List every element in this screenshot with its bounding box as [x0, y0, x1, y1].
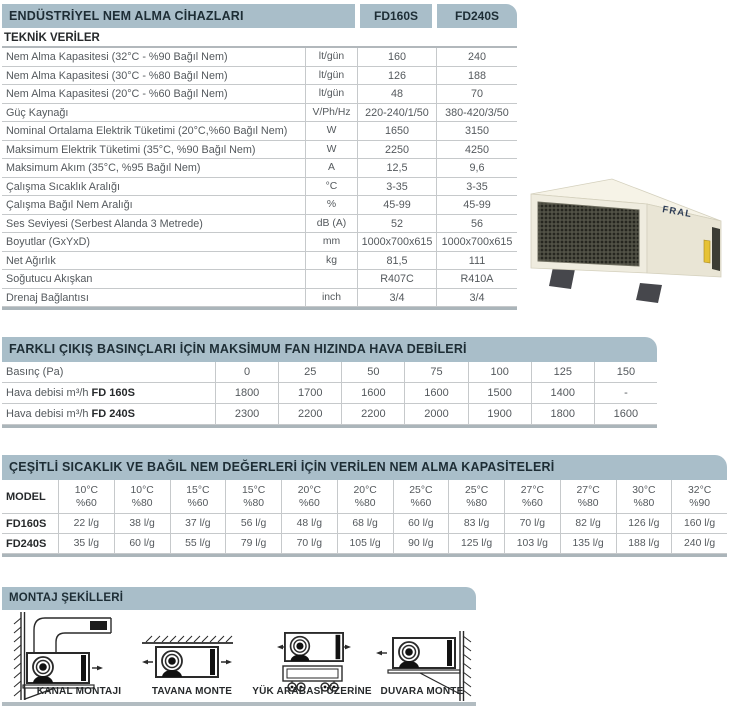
- condition-temp: 27°C: [576, 484, 600, 496]
- spec-value-fd240s: 188: [436, 67, 517, 86]
- pressure-value: 75: [404, 362, 467, 383]
- condition-rh: %80: [354, 497, 376, 509]
- pressure-value: 50: [341, 362, 404, 383]
- pressure-value: 125: [531, 362, 594, 383]
- condition-header: [281, 480, 337, 514]
- pressure-label: Basınç (Pa): [2, 362, 215, 383]
- condition-temp: 20°C: [297, 484, 321, 496]
- airflow-label: [2, 383, 215, 404]
- capacity-value: 70 l/g: [504, 514, 560, 534]
- spec-value-fd160s: 126: [357, 67, 436, 86]
- model-column-header: MODEL: [2, 480, 58, 514]
- capacity-value: 160 l/g: [671, 514, 727, 534]
- capacity-value: 56 l/g: [225, 514, 281, 534]
- mounting-label: KANAL MONTAJI: [36, 686, 122, 697]
- capacity-value: 240 l/g: [671, 534, 727, 554]
- spec-label: Soğutucu Akışkan: [2, 270, 305, 289]
- pressure-value: 150: [594, 362, 657, 383]
- brand-logo: FRAL: [661, 204, 694, 221]
- condition-header: [58, 480, 114, 514]
- airflow-value: 1600: [594, 404, 657, 425]
- pressure-value: 100: [468, 362, 531, 383]
- condition-rh: %60: [410, 497, 432, 509]
- spec-value-fd160s: 81,5: [357, 252, 436, 271]
- spec-value-fd240s: 1000x700x615: [436, 233, 517, 252]
- condition-temp: 10°C: [74, 484, 98, 496]
- capacity-value: 60 l/g: [114, 534, 170, 554]
- spec-label: Maksimum Akım (35°C, %95 Bağıl Nem): [2, 159, 305, 178]
- condition-header: [616, 480, 672, 514]
- condition-temp: 25°C: [465, 484, 489, 496]
- spec-unit: [305, 270, 357, 289]
- spec-unit: lt/gün: [305, 48, 357, 67]
- mounting-section-title: MONTAJ ŞEKİLLERİ: [2, 587, 476, 610]
- spec-unit: dB (A): [305, 215, 357, 234]
- airflow-value: 2200: [341, 404, 404, 425]
- spec-value-fd240s: 56: [436, 215, 517, 234]
- spec-unit: inch: [305, 289, 357, 308]
- column-header-fd160s: FD160S: [360, 4, 432, 28]
- table-bottom-rule: [2, 425, 657, 428]
- spec-value-fd240s: R410A: [436, 270, 517, 289]
- spec-unit: A: [305, 159, 357, 178]
- spec-label: Drenaj Bağlantısı: [2, 289, 305, 308]
- spec-label: Nem Alma Kapasitesi (32°C - %90 Bağıl Nem): [2, 48, 305, 67]
- condition-temp: 30°C: [632, 484, 656, 496]
- airflow-value: 2000: [404, 404, 467, 425]
- spec-label: Çalışma Bağıl Nem Aralığı: [2, 196, 305, 215]
- airflow-value: 1900: [468, 404, 531, 425]
- condition-rh: %80: [466, 497, 488, 509]
- technical-header-bar: [2, 4, 517, 28]
- capacity-value: 35 l/g: [58, 534, 114, 554]
- spec-value-fd160s: 3/4: [357, 289, 436, 308]
- airflow-value: 2200: [278, 404, 341, 425]
- spec-unit: mm: [305, 233, 357, 252]
- condition-rh: %60: [298, 497, 320, 509]
- spec-value-fd160s: 1650: [357, 122, 436, 141]
- condition-rh: %80: [633, 497, 655, 509]
- condition-header: [170, 480, 226, 514]
- airflow-value: 1800: [531, 404, 594, 425]
- table-bottom-rule: [2, 554, 727, 557]
- spec-label: Net Ağırlık: [2, 252, 305, 271]
- fan-section-title: FARKLI ÇIKIŞ BASINÇLARI İÇİN MAKSİMUM FAN HIZINDA HAVA DEBİLERİ: [2, 337, 657, 362]
- condition-temp: 20°C: [353, 484, 377, 496]
- capacity-value: 37 l/g: [170, 514, 226, 534]
- trolley-mounting-diagram: [276, 630, 352, 694]
- spec-label: Ses Seviyesi (Serbest Alanda 3 Metrede): [2, 215, 305, 234]
- spec-value-fd160s: 52: [357, 215, 436, 234]
- ceiling-mounting-diagram: [140, 634, 235, 690]
- airflow-value: -: [594, 383, 657, 404]
- model-name: FD160S: [2, 514, 58, 534]
- capacity-section-title: ÇEŞİTLİ SICAKLIK VE BAĞIL NEM DEĞERLERİ İÇİN VERİLEN NEM ALMA KAPASİTELERİ: [2, 455, 727, 480]
- condition-rh: %60: [75, 497, 97, 509]
- spec-unit: kg: [305, 252, 357, 271]
- pressure-value: 0: [215, 362, 278, 383]
- technical-table: [2, 48, 517, 307]
- condition-temp: 10°C: [130, 484, 154, 496]
- product-foot: [636, 283, 662, 303]
- spec-unit: V/Ph/Hz: [305, 104, 357, 123]
- spec-value-fd240s: 3150: [436, 122, 517, 141]
- condition-header: [114, 480, 170, 514]
- capacity-value: 60 l/g: [393, 514, 449, 534]
- capacity-value: 68 l/g: [337, 514, 393, 534]
- technical-data-section: [2, 4, 517, 310]
- capacity-value: 79 l/g: [225, 534, 281, 554]
- condition-header: [448, 480, 504, 514]
- spec-label: Boyutlar (GxYxD): [2, 233, 305, 252]
- condition-rh: %80: [131, 497, 153, 509]
- spec-label: Maksimum Elektrik Tüketimi (35°C, %90 Bağıl Nem): [2, 141, 305, 160]
- airflow-value: 1800: [215, 383, 278, 404]
- spec-label: Nem Alma Kapasitesi (30°C - %80 Bağıl Nem): [2, 67, 305, 86]
- capacity-value: 135 l/g: [560, 534, 616, 554]
- pressure-value: 25: [278, 362, 341, 383]
- capacity-value: 48 l/g: [281, 514, 337, 534]
- capacity-value: 55 l/g: [170, 534, 226, 554]
- capacity-value: 90 l/g: [393, 534, 449, 554]
- capacity-table: [2, 480, 727, 554]
- mounting-label: DUVARA MONTE: [380, 686, 464, 697]
- mounting-label: TAVANA MONTE: [151, 686, 233, 697]
- spec-value-fd240s: 111: [436, 252, 517, 271]
- airflow-value: 1600: [404, 383, 467, 404]
- capacity-value: 125 l/g: [448, 534, 504, 554]
- capacity-value: 38 l/g: [114, 514, 170, 534]
- condition-temp: 25°C: [409, 484, 433, 496]
- spec-unit: lt/gün: [305, 85, 357, 104]
- model-name: FD 160S: [91, 387, 135, 399]
- section-bottom-rule: [2, 702, 476, 706]
- column-header-fd240s: FD240S: [437, 4, 517, 28]
- spec-value-fd160s: 2250: [357, 141, 436, 160]
- spec-value-fd240s: 9,6: [436, 159, 517, 178]
- spec-value-fd160s: 45-99: [357, 196, 436, 215]
- spec-value-fd160s: 160: [357, 48, 436, 67]
- spec-value-fd160s: R407C: [357, 270, 436, 289]
- airflow-value: 2300: [215, 404, 278, 425]
- spec-unit: lt/gün: [305, 67, 357, 86]
- capacity-value: 103 l/g: [504, 534, 560, 554]
- technical-subtitle: TEKNİK VERİLER: [2, 28, 517, 48]
- capacity-value: 22 l/g: [58, 514, 114, 534]
- capacity-value: 83 l/g: [448, 514, 504, 534]
- spec-value-fd160s: 1000x700x615: [357, 233, 436, 252]
- spec-value-fd240s: 380-420/3/50: [436, 104, 517, 123]
- condition-header: [671, 480, 727, 514]
- condition-rh: %80: [243, 497, 265, 509]
- airflow-value: 1600: [341, 383, 404, 404]
- airflow-label-text: Hava debisi m³/h: [6, 387, 89, 399]
- spec-value-fd160s: 12,5: [357, 159, 436, 178]
- condition-rh: %80: [577, 497, 599, 509]
- capacity-value: 126 l/g: [616, 514, 672, 534]
- mounting-label: YÜK ARABASI ÜZERİNE: [252, 686, 372, 697]
- page-title: ENDÜSTRİYEL NEM ALMA CİHAZLARI: [2, 4, 355, 28]
- product-foot: [549, 267, 575, 289]
- airflow-value: 1500: [468, 383, 531, 404]
- mounting-diagrams: [2, 610, 476, 702]
- condition-temp: 32°C: [688, 484, 712, 496]
- condition-header: [504, 480, 560, 514]
- capacity-value: 105 l/g: [337, 534, 393, 554]
- fan-table: [2, 362, 657, 425]
- spec-label: Nominal Ortalama Elektrik Tüketimi (20°C,%60 Bağıl Nem): [2, 122, 305, 141]
- capacity-value: 188 l/g: [616, 534, 672, 554]
- mounting-section: [2, 587, 476, 706]
- condition-temp: 15°C: [186, 484, 210, 496]
- capacity-value: 82 l/g: [560, 514, 616, 534]
- spec-value-fd240s: 4250: [436, 141, 517, 160]
- spec-value-fd240s: 70: [436, 85, 517, 104]
- spec-value-fd160s: 220-240/1/50: [357, 104, 436, 123]
- model-name: FD 240S: [91, 408, 135, 420]
- spec-unit: W: [305, 122, 357, 141]
- airflow-value: 1400: [531, 383, 594, 404]
- condition-temp: 15°C: [242, 484, 266, 496]
- product-control-panel: [712, 227, 720, 271]
- fan-airflow-section: [2, 337, 657, 428]
- spec-value-fd240s: 45-99: [436, 196, 517, 215]
- spec-value-fd240s: 3/4: [436, 289, 517, 308]
- model-name: FD240S: [2, 534, 58, 554]
- airflow-value: 1700: [278, 383, 341, 404]
- airflow-label: [2, 404, 215, 425]
- product-grille: [538, 202, 639, 266]
- spec-label: Güç Kaynağı: [2, 104, 305, 123]
- spec-unit: %: [305, 196, 357, 215]
- product-photo: [524, 176, 728, 316]
- spec-value-fd240s: 240: [436, 48, 517, 67]
- condition-header: [225, 480, 281, 514]
- condition-header: [560, 480, 616, 514]
- table-bottom-rule: [2, 307, 517, 310]
- spec-label: Çalışma Sıcaklık Aralığı: [2, 178, 305, 197]
- condition-rh: %90: [689, 497, 711, 509]
- condition-temp: 27°C: [520, 484, 544, 496]
- spec-unit: W: [305, 141, 357, 160]
- condition-rh: %60: [187, 497, 209, 509]
- spec-label: Nem Alma Kapasitesi (20°C - %60 Bağıl Nem): [2, 85, 305, 104]
- spec-value-fd160s: 3-35: [357, 178, 436, 197]
- condition-header: [393, 480, 449, 514]
- airflow-label-text: Hava debisi m³/h: [6, 408, 89, 420]
- capacity-section: [2, 455, 727, 557]
- spec-unit: °C: [305, 178, 357, 197]
- condition-header: [337, 480, 393, 514]
- spec-value-fd240s: 3-35: [436, 178, 517, 197]
- capacity-value: 70 l/g: [281, 534, 337, 554]
- condition-rh: %60: [521, 497, 543, 509]
- spec-value-fd160s: 48: [357, 85, 436, 104]
- warning-label: [704, 240, 710, 263]
